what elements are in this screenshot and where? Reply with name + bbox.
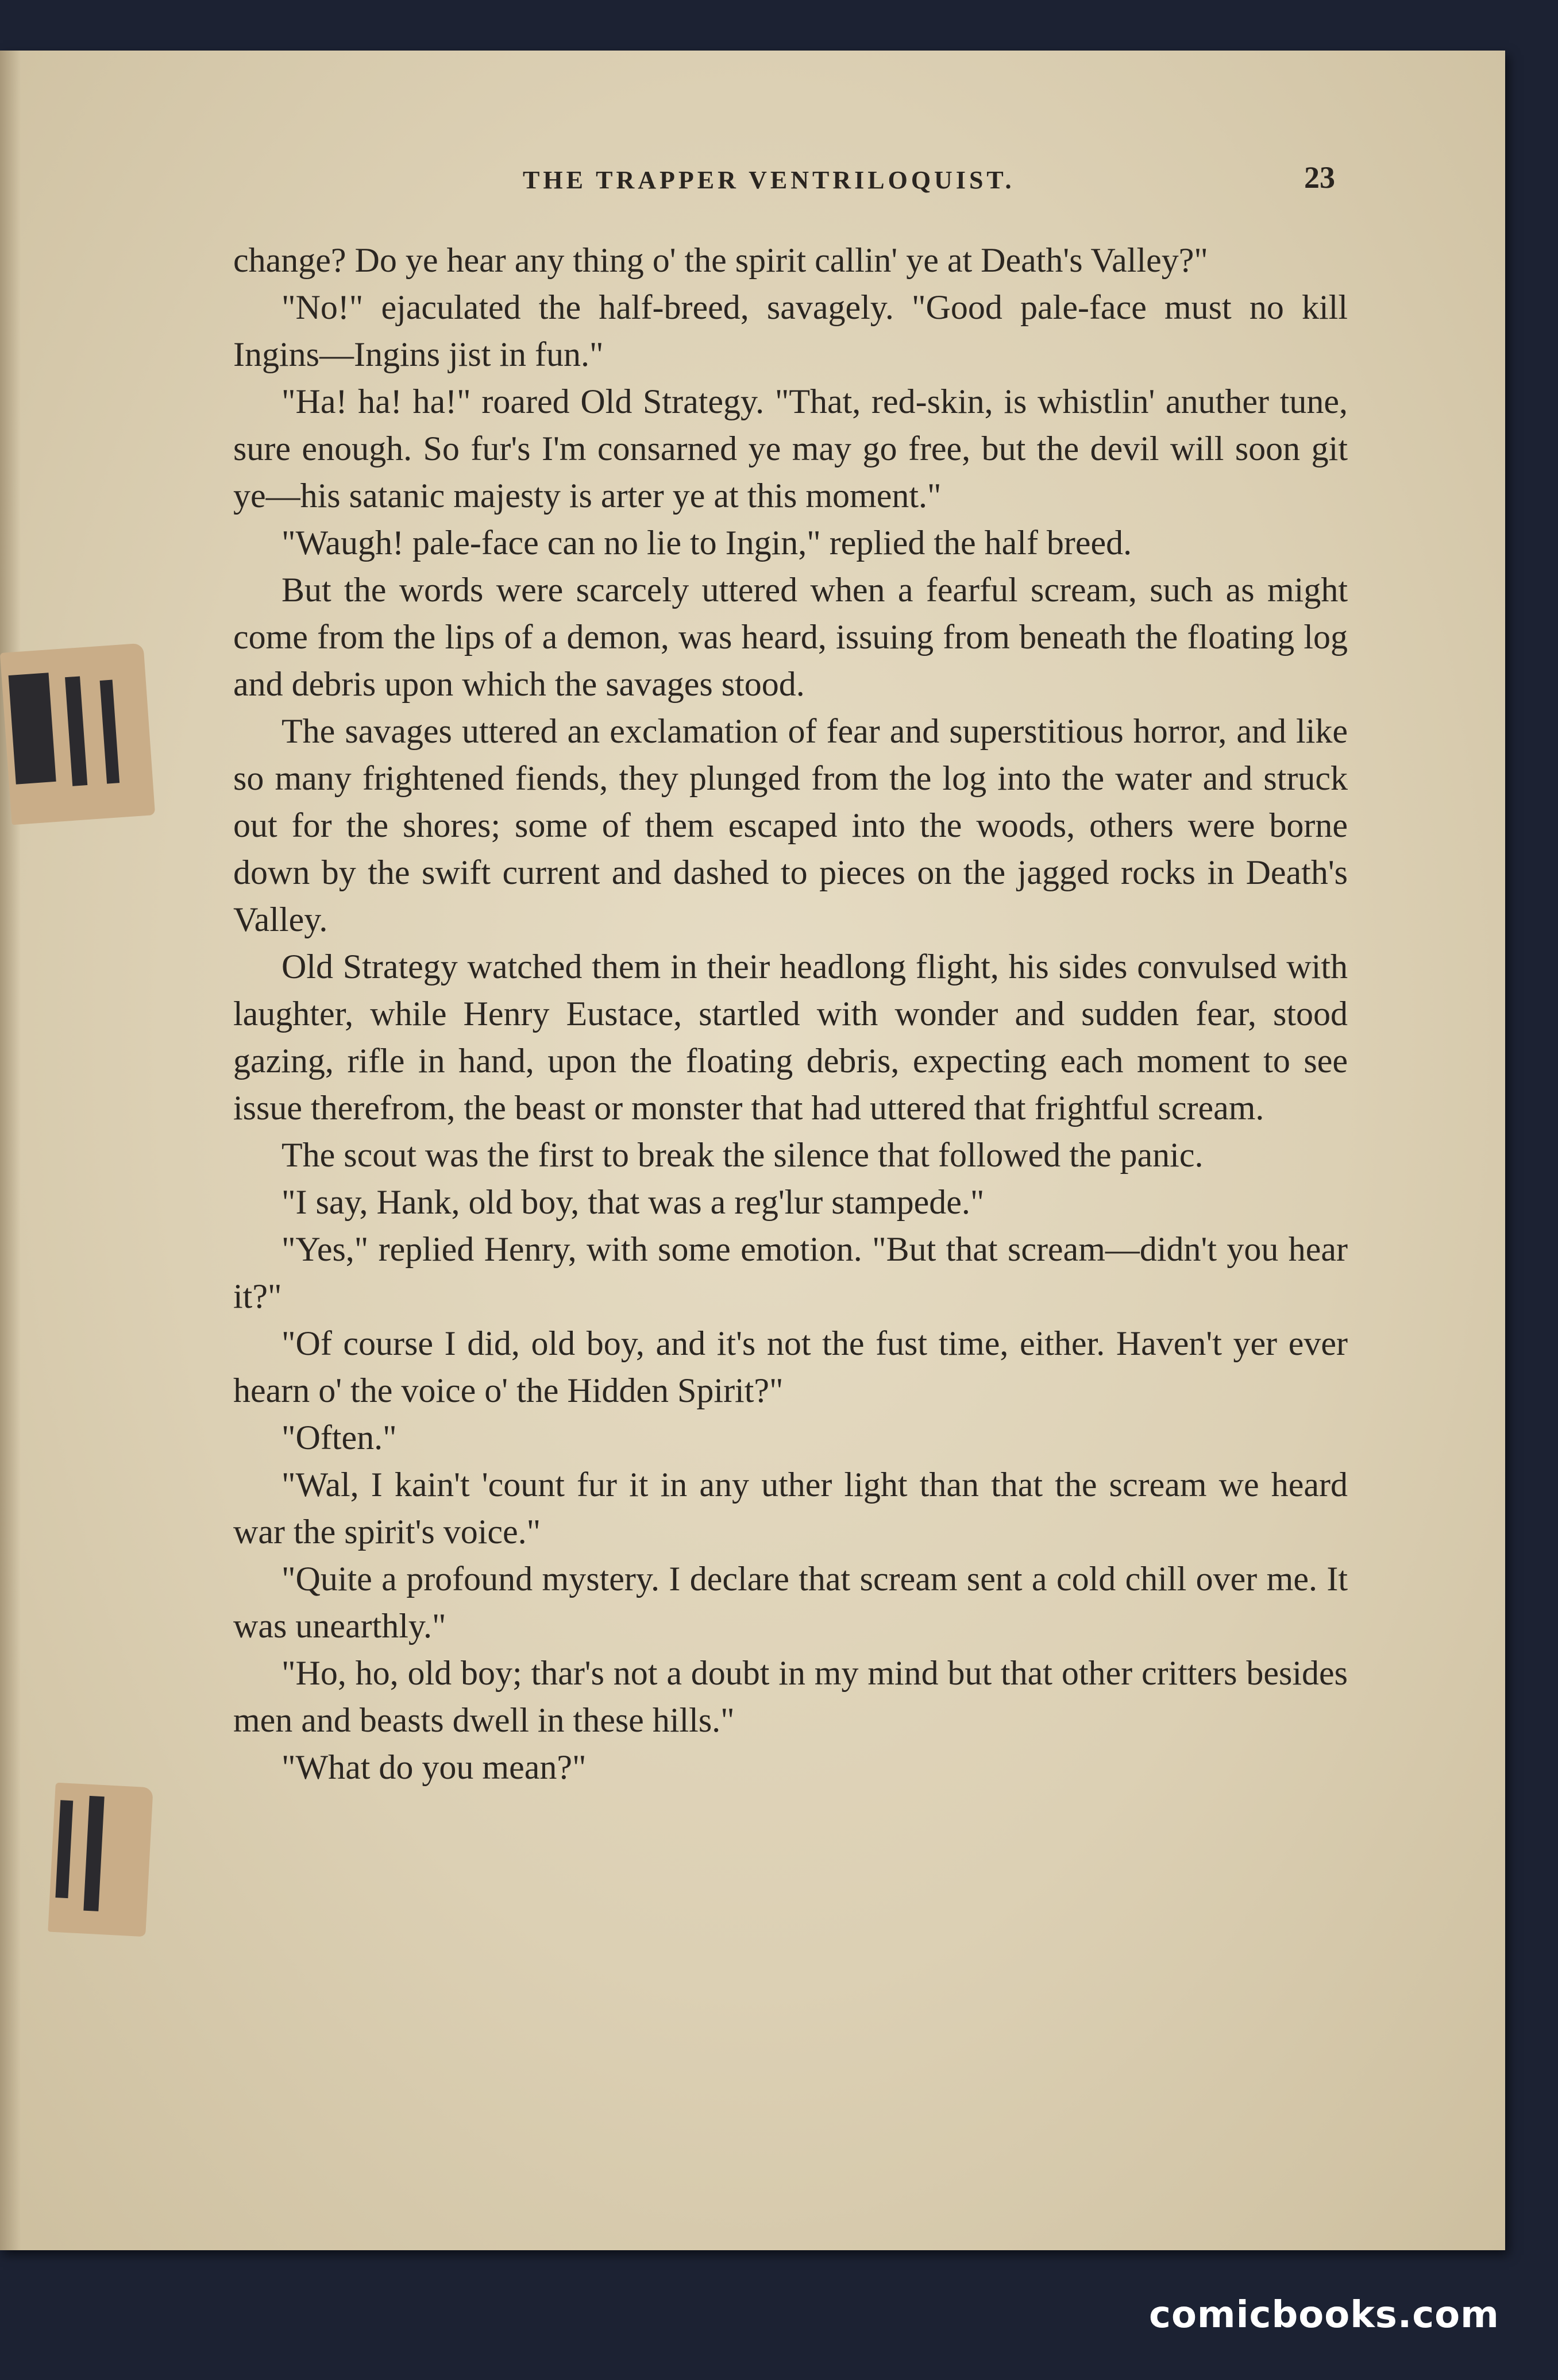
binding-stub [55, 1800, 73, 1898]
paragraph: "Waugh! pale-face can no lie to Ingin," replied the half breed. [281, 524, 1132, 562]
paragraph: change? Do ye hear any thing o' the spirit callin' ye at Death's Valley?" [233, 241, 1208, 279]
binding-stub [83, 1796, 104, 1911]
paragraph: "I say, Hank, old boy, that was a reg'lur stampede." [281, 1183, 985, 1221]
paragraph: But the words were scarcely uttered when a fearful scream, such as might come from the lips of a demon, was heard, issuing from beneath the floating log and debris upon which the savages stood. [233, 571, 1348, 703]
running-header [0, 160, 1505, 211]
page-edge-shadow [0, 51, 21, 2250]
paragraph: "Ha! ha! ha!" roared Old Strategy. "That, red-skin, is whistlin' anuther tune, sure enough. So fur's I'm consarned ye may go free, but the devil will soon git ye—his satanic majesty is arter ye at this moment." [233, 382, 1348, 515]
paragraph: "No!" ejaculated the half-breed, savagely. "Good pale-face must no kill Ingins—Ingins jist in fun." [233, 288, 1348, 373]
paragraph: "Quite a profound mystery. I declare that scream sent a cold chill over me. It was unearthly." [233, 1560, 1348, 1645]
page-number: 23 [1304, 160, 1335, 195]
binding-stub [100, 680, 120, 784]
paragraph: "Ho, ho, old boy; thar's not a doubt in my mind but that other critters besides men and beasts dwell in these hills." [233, 1654, 1348, 1739]
paragraph: The scout was the first to break the silence that followed the panic. [281, 1136, 1204, 1174]
running-title: THE TRAPPER VENTRILOQUIST. [523, 166, 1015, 194]
paragraph: The savages uttered an exclamation of fear and superstitious horror, and like so many frightened fiends, they plunged from the log into the water and struck out for the shores; some of them escaped into the woods, others were borne down by the swift current and dashed to pieces on the jagged rocks in Death's Valley. [233, 712, 1348, 938]
torn-binding-remnant-upper [0, 643, 155, 825]
paragraph: "Wal, I kain't 'count fur it in any uther light than that the scream we heard war the spirit's voice." [233, 1466, 1348, 1551]
paragraph: "What do you mean?" [281, 1748, 587, 1786]
torn-binding-remnant-lower [48, 1783, 153, 1937]
paragraph: Old Strategy watched them in their headlong flight, his sides convulsed with laughter, while Henry Eustace, startled with wonder and sudden fear, stood gazing, rifle in hand, upon the floating debris, expecting each moment to see issue therefrom, the beast or monster that had uttered that frightful scream. [233, 948, 1348, 1127]
binding-stub [9, 673, 56, 784]
body-text [233, 237, 1348, 1791]
paragraph: "Often." [281, 1419, 397, 1456]
binding-stub [65, 676, 87, 786]
paragraph: "Yes," replied Henry, with some emotion. "But that scream—didn't you hear it?" [233, 1230, 1348, 1315]
watermark: comicbooks.com [1149, 2294, 1499, 2336]
paragraph: "Of course I did, old boy, and it's not the fust time, either. Haven't yer ever hearn o' the voice o' the Hidden Spirit?" [233, 1324, 1348, 1409]
